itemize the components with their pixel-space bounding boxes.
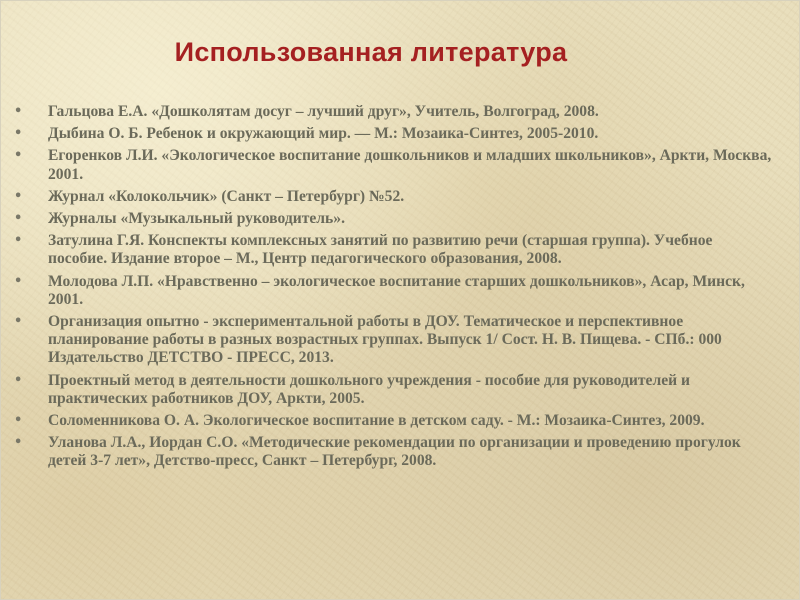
reference-item bbox=[11, 232, 773, 268]
reference-item bbox=[11, 434, 773, 470]
reference-text: Дыбина О. Б. Ребенок и окружающий мир. — М.: Мозаика-Синтез, 2005-2010. bbox=[48, 125, 599, 143]
reference-text: Журналы «Музыкальный руководитель». bbox=[48, 210, 345, 228]
bullet-icon: • bbox=[14, 126, 23, 142]
reference-item bbox=[11, 210, 773, 228]
reference-list bbox=[11, 103, 773, 475]
reference-text: Проектный метод в деятельности дошкольного учреждения - пособие для руководителей и практических работников ДОУ, Аркти, 2005. bbox=[48, 371, 690, 407]
bullet-icon: • bbox=[14, 211, 23, 227]
reference-item bbox=[11, 273, 773, 309]
slide-title: Использованная литература bbox=[174, 37, 568, 67]
reference-item bbox=[11, 188, 773, 206]
reference-text: Журнал «Колокольчик» (Санкт – Петербург) №52. bbox=[48, 187, 405, 205]
reference-item bbox=[11, 313, 773, 368]
bullet-icon: • bbox=[14, 413, 23, 429]
reference-text: Затулина Г.Я. Конспекты комплексных занятий по развитию речи (старшая группа). Учебное пособие. Издание второе – М., Центр педагогического образования, 2008. bbox=[48, 232, 713, 268]
bullet-icon: • bbox=[14, 372, 23, 388]
reference-text: Егоренков Л.И. «Экологическое воспитание дошкольников и младших школьников», Аркти, Москва, 2001. bbox=[48, 147, 772, 183]
bullet-icon: • bbox=[14, 233, 23, 249]
reference-item bbox=[11, 125, 773, 143]
reference-text: Гальцова Е.А. «Дошколятам досуг – лучший друг», Учитель, Волгоград, 2008. bbox=[48, 103, 599, 120]
bullet-icon: • bbox=[14, 188, 23, 204]
bullet-icon: • bbox=[14, 104, 23, 119]
reference-text: Уланова Л.А., Иордан С.О. «Методические рекомендации по организации и проведению прогулок детей 3-7 лет», Детство-пресс, Санкт – Петербург, 2008. bbox=[48, 434, 741, 470]
bullet-icon: • bbox=[14, 435, 23, 451]
reference-item bbox=[11, 412, 773, 430]
reference-item bbox=[11, 372, 773, 408]
reference-text: Соломенникова О. А. Экологическое воспитание в детском саду. - М.: Мозаика-Синтез, 2009. bbox=[48, 412, 705, 430]
reference-item bbox=[11, 103, 773, 121]
bullet-icon: • bbox=[14, 148, 23, 164]
reference-text: Организация опытно - экспериментальной работы в ДОУ. Тематическое и перспективное планирование работы в разных возрастных группах. Выпуск 1/ Сост. Н. В. Пищева. - СПб.: 000 Издательство ДЕТСТВО - ПРЕСС, 2013. bbox=[48, 313, 722, 367]
bullet-icon: • bbox=[14, 314, 23, 330]
reference-item bbox=[11, 147, 773, 183]
reference-text: Молодова Л.П. «Нравственно – экологическое воспитание старших дошкольников», Асар, Минск, 2001. bbox=[48, 272, 745, 308]
bullet-icon: • bbox=[14, 273, 23, 289]
